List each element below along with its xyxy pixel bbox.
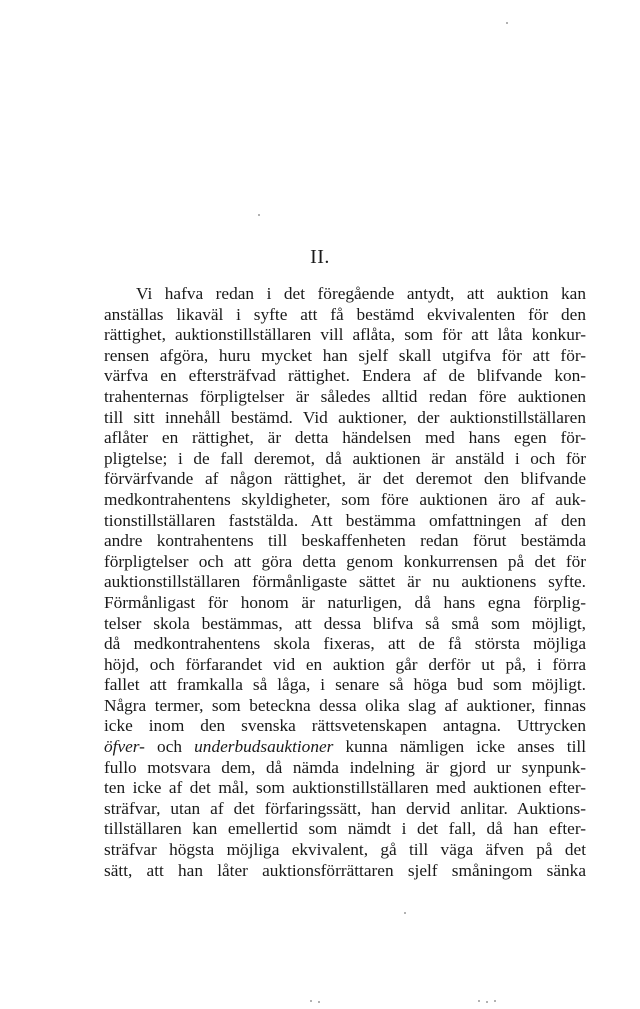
scan-speck — [478, 1000, 480, 1002]
scan-speck — [494, 1000, 496, 1002]
text-line: fullo motsvara dem, då nämda indelning är gjord ur synpunk- — [104, 757, 586, 777]
text-line: telser skola bestämmas, att dessa blifva så små som möjligt, — [104, 613, 586, 633]
text-line: förvärfvande af någon rättighet, är det deremot den blifvande — [104, 469, 586, 489]
body-paragraph — [104, 284, 586, 881]
text-line: rättighet, auktionstillställaren vill aflåta, som för att låta konkur- — [104, 325, 586, 345]
text-line: pligtelse; i de fall deremot, då auktionen är anstäld i och för — [104, 448, 586, 468]
scan-speck — [486, 1001, 488, 1003]
section-heading: II. — [310, 246, 330, 268]
italic-term: öfver- — [104, 737, 145, 757]
text-line: sträfvar, utan af det förfaringssätt, han dervid anlitar. Auktions- — [104, 798, 586, 818]
text-line: trahenternas förpligtelser är således alltid redan före auktionen — [104, 386, 586, 406]
text-line: till sitt innehåll bestämd. Vid auktioner, der auktionstillställaren — [104, 407, 586, 427]
text-line: förpligtelser och att göra detta genom konkurrensen på det för — [104, 551, 586, 571]
scan-speck — [258, 214, 260, 216]
text-line: sätt, att han låter auktionsförrättaren sjelf småningom sänka — [104, 860, 586, 880]
scan-speck — [318, 1001, 320, 1003]
italic-term: underbudsauktioner — [194, 737, 334, 757]
text-line: Förmånligast för honom är naturligen, då hans egna förplig- — [104, 592, 586, 612]
text-line: medkontrahentens skyldigheter, som före auktionen äro af auk- — [104, 489, 586, 509]
text-line: tillställaren kan emellertid som nämdt i det fall, då han efter- — [104, 819, 586, 839]
text-line: Vi hafva redan i det föregående antydt, att auktion kan — [136, 284, 586, 303]
scan-speck — [404, 912, 406, 914]
scan-speck — [310, 1000, 312, 1002]
text-line: då medkontrahentens skola fixeras, att de få största möjliga — [104, 634, 586, 654]
scan-speck — [506, 22, 508, 24]
text-line: rensen afgöra, huru mycket han sjelf skall utgifva för att för- — [104, 345, 586, 365]
text-run: och — [144, 737, 195, 757]
text-run: kunna nämligen icke anses till — [333, 737, 587, 757]
text-line: tionstillställaren faststälda. Att bestämma omfattningen af den — [104, 510, 586, 530]
text-line: sträfvar högsta möjliga ekvivalent, gå till väga äfven på det — [104, 840, 586, 860]
text-line: värfva en eftersträfvad rättighet. Endera af de blifvande kon- — [104, 366, 586, 386]
text-line: anställas likaväl i syfte att få bestämd ekvivalenten för den — [104, 304, 586, 324]
text-line: icke inom den svenska rättsvetenskapen antagna. Uttrycken — [104, 716, 586, 736]
text-line: höjd, och förfarandet vid en auktion går derför ut på, i förra — [104, 654, 586, 674]
text-line: fallet att framkalla så låga, i senare så höga bud som möjligt. — [104, 675, 586, 695]
text-line: aflåter en rättighet, är detta händelsen med hans egen för- — [104, 428, 586, 448]
text-line: auktionstillställaren förmånligaste sättet är nu auktionens syfte. — [104, 572, 586, 592]
text-line: andre kontrahentens till beskaffenheten redan förut bestämda — [104, 531, 586, 551]
text-line: ten icke af det mål, som auktionstillställaren med auktionen efter- — [104, 778, 586, 798]
text-line: Några termer, som beteckna dessa olika slag af auktioner, finnas — [104, 695, 586, 715]
text-line-mixed — [104, 737, 586, 758]
